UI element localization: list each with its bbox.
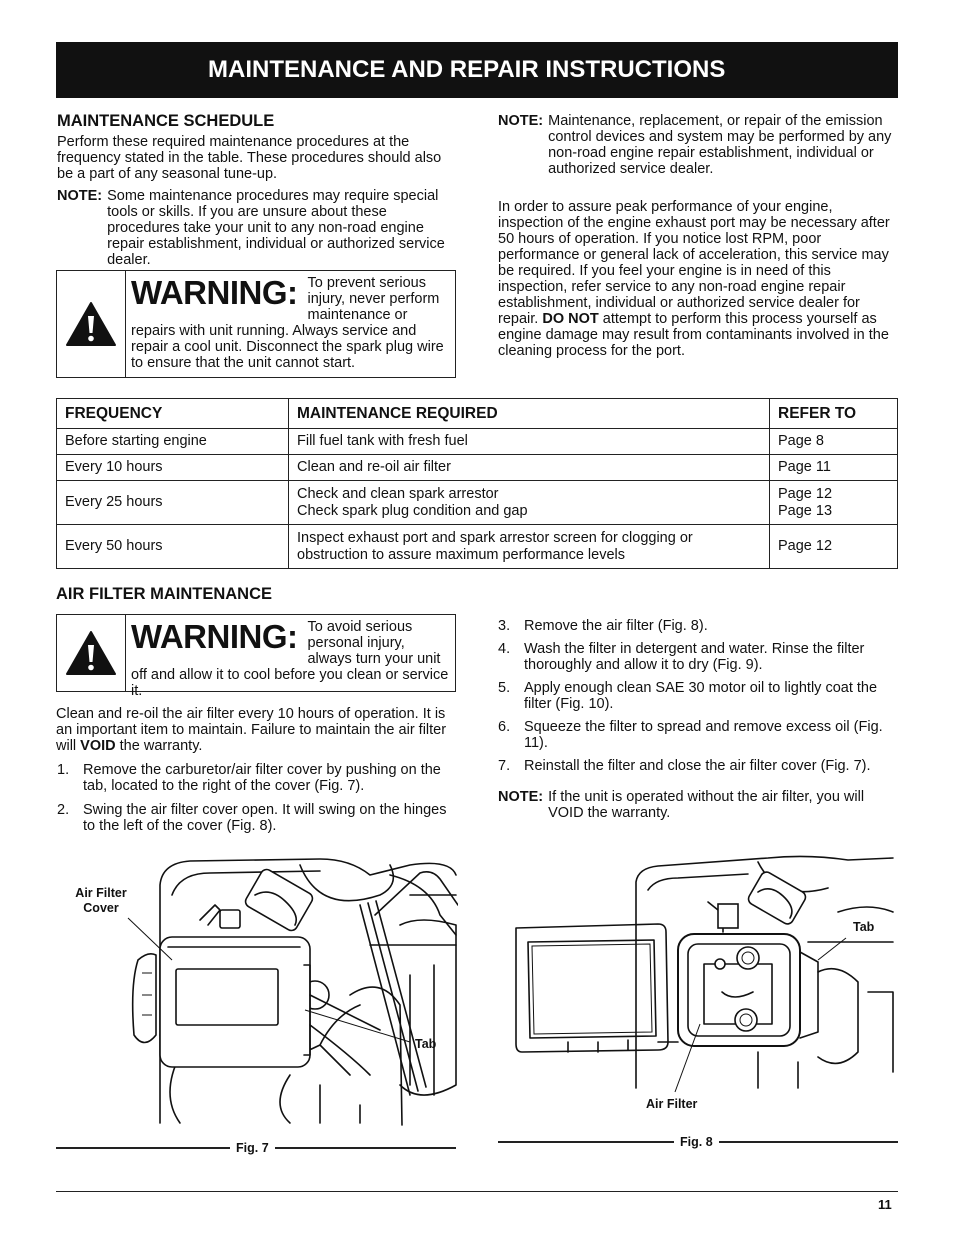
air-filter-warning-box <box>56 614 456 699</box>
column-header: MAINTENANCE REQUIRED <box>289 399 770 429</box>
warning-icon-cell <box>57 271 126 377</box>
task-cell: Fill fuel tank with fresh fuel <box>289 429 770 455</box>
page-number: 11 <box>878 1197 892 1212</box>
warning-triangle-icon <box>65 629 117 677</box>
air-filter-note <box>498 789 898 821</box>
note-text: If the unit is operated without the air filter, you will VOID the warranty. <box>548 789 865 821</box>
warning-word: WARNING: <box>131 618 298 655</box>
note-label: NOTE: <box>57 188 103 204</box>
emission-note <box>498 113 898 177</box>
fig7-label-cover: Air Filter Cover <box>75 886 127 915</box>
task-cell: Clean and re-oil air filter <box>289 455 770 481</box>
air-filter-heading: AIR FILTER MAINTENANCE <box>56 585 273 603</box>
fig7-caption: Fig. 7 <box>230 1140 275 1156</box>
list-item: 5. Apply enough clean SAE 30 motor oil to lightly coat the filter (Fig. 10). <box>498 680 878 712</box>
table-header-row <box>57 399 898 429</box>
table-row <box>57 455 898 481</box>
reference-cell: Page 12 Page 13 <box>770 481 898 525</box>
maintenance-schedule-table <box>56 398 898 569</box>
column-header: REFER TO <box>770 399 898 429</box>
list-item: 2. Swing the air filter cover open. It will swing on the hinges to the left of the cover (Fig. 8). <box>57 802 447 834</box>
schedule-intro: Perform these required maintenance procedures at the frequency stated in the table. These procedures should also be a part of any seasonal tune-up. <box>57 134 442 182</box>
table-row <box>57 429 898 455</box>
fig8-label-tab: Tab <box>853 920 875 934</box>
list-item: 3. Remove the air filter (Fig. 8). <box>498 618 708 634</box>
list-item: 1. Remove the carburetor/air filter cover by pushing on the tab, located to the right of the cover (Fig. 7). <box>57 762 441 794</box>
schedule-warning-box <box>56 270 456 378</box>
fig8-leader-lines <box>640 920 870 1100</box>
list-item: 4. Wash the filter in detergent and water. Rinse the filter thoroughly and allow it to dry (Fig. 9). <box>498 641 865 673</box>
reference-cell: Page 12 <box>770 525 898 569</box>
list-item: 7. Reinstall the filter and close the air filter cover (Fig. 7). <box>498 758 871 774</box>
fig7-label-tab: Tab <box>415 1037 437 1051</box>
steps-left-list <box>57 762 457 841</box>
warning-word: WARNING: <box>131 274 298 311</box>
note-label: NOTE: <box>498 789 544 805</box>
table-row <box>57 525 898 569</box>
exhaust-port-paragraph: In order to assure peak performance of your engine, inspection of the engine exhaust port may be necessary after 50 hours of operation. If you notice lost RPM, poor performance or general lack of acceleration, this service may be required. If you feel your engine is in need of this inspection, refer service to any non-road engine repair establishment, individual or authorized service dealer for repair. DO NOT attempt to perform this process yourself as engine damage may result from contaminants involved in the cleaning process for the port. <box>498 199 890 359</box>
note-text: Some maintenance procedures may require special tools or skills. If you are unsure about these procedures take your unit to any non-road engine repair establishment, individual or authorized service dealer. <box>107 188 445 268</box>
warning-icon-cell <box>57 615 126 691</box>
air-filter-intro: Clean and re-oil the air filter every 10 hours of operation. It is an important item to maintain. Failure to maintain the air filter will VOID the warranty. <box>56 706 447 754</box>
task-cell: Check and clean spark arrestor Check spark plug condition and gap <box>289 481 770 525</box>
fig7-leader-lines <box>100 910 440 1050</box>
footer-rule <box>56 1191 898 1192</box>
table-row <box>57 481 898 525</box>
warning-triangle-icon <box>65 300 117 348</box>
fig8-label-filter: Air Filter <box>646 1097 698 1111</box>
frequency-cell: Every 25 hours <box>57 481 289 525</box>
steps-right-list <box>498 618 898 781</box>
list-item: 6. Squeeze the filter to spread and remove excess oil (Fig. 11). <box>498 719 883 751</box>
note-text: Maintenance, replacement, or repair of the emission control devices and system may be performed by any non-road engine repair establishment, individual or authorized service dealer. <box>548 113 892 177</box>
schedule-note <box>57 188 457 268</box>
note-label: NOTE: <box>498 113 544 129</box>
warning-text: To prevent serious injury, never perform maintenance or repairs with unit running. Always service and repair a cool unit. Disconnect the spark plug wire to ensure that the unit cannot start. <box>131 275 444 371</box>
warning-text: To avoid serious personal injury, always turn your unit off and allow it to cool before you clean or service it. <box>131 619 449 699</box>
page-title: MAINTENANCE AND REPAIR INSTRUCTIONS <box>208 56 726 83</box>
frequency-cell: Every 10 hours <box>57 455 289 481</box>
column-header: FREQUENCY <box>57 399 289 429</box>
reference-cell: Page 8 <box>770 429 898 455</box>
task-cell: Inspect exhaust port and spark arrestor screen for clogging or obstruction to assure maximum performance levels <box>289 525 770 569</box>
reference-cell: Page 11 <box>770 455 898 481</box>
fig8-caption: Fig. 8 <box>674 1134 719 1150</box>
page-title-banner <box>56 42 898 98</box>
frequency-cell: Every 50 hours <box>57 525 289 569</box>
frequency-cell: Before starting engine <box>57 429 289 455</box>
maintenance-schedule-heading: MAINTENANCE SCHEDULE <box>57 112 275 130</box>
